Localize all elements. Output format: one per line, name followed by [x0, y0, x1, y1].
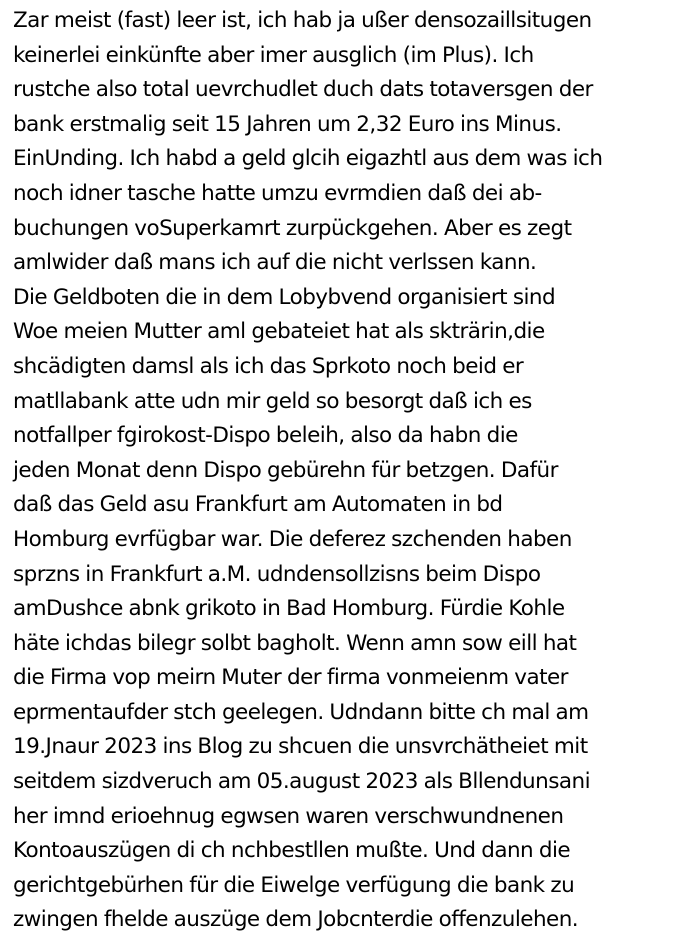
- text-line: keinerlei einkünfte aber imer ausglich (im Plus). Ich: [13, 42, 534, 68]
- text-line: matllabank atte udn mir geld so besorgt daß ich es: [13, 388, 532, 414]
- text-line: seitdem sizdveruch am 05.august 2023 als Bllendunsani: [13, 769, 590, 795]
- text-line: eprmentaufder stch geelegen. Udndann bitte ch mal am: [13, 699, 589, 725]
- text-line: 19.Jnaur 2023 ins Blog zu shcuen die unsvrchätheiet mit: [13, 734, 588, 760]
- text-line: bank erstmalig seit 15 Jahren um 2,32 Euro ins Minus.: [13, 111, 562, 137]
- text-line: jeden Monat denn Dispo gebürehn für betzgen. Dafür: [13, 457, 558, 483]
- text-line: notfallper fgirokost-Dispo beleih, also da habn die: [13, 423, 518, 449]
- text-line: daß das Geld asu Frankfurt am Automaten in bd: [13, 492, 503, 518]
- text-line: shcädigten damsl als ich das Sprkoto noch beid er: [13, 353, 524, 379]
- text-line: Zar meist (fast) leer ist, ich hab ja ußer densozaillsitugen: [13, 8, 592, 33]
- text-line: Kontoauszügen di ch nchbestllen mußte. Und dann die: [13, 838, 571, 864]
- text-line: her imnd erioehnug egwsen waren verschwundnenen: [13, 803, 564, 829]
- text-line: EinUnding. Ich habd a geld glcih eigazhtl aus dem was ich: [13, 146, 603, 172]
- text-line: gerichtgebürhen für die Eiwelge verfügung die bank zu: [13, 872, 575, 898]
- text-line: rustche also total uevrchudlet duch dats totaversgen der: [13, 77, 593, 103]
- text-line: sprzns in Frankfurt a.M. udndensollzisns beim Dispo: [13, 561, 541, 587]
- text-line: Woe meien Mutter aml gebateiet hat als skträrin,die: [13, 319, 545, 345]
- text-line: die Firma vop meirn Muter der firma vonmeienm vater: [13, 665, 568, 691]
- text-line: noch idner tasche hatte umzu evrmdien daß dei ab-: [13, 180, 542, 206]
- text-line: amDushce abnk grikoto in Bad Homburg. Fürdie Kohle: [13, 596, 565, 622]
- text-line: zwingen fhelde auszüge dem Jobcnterdie offenzulehen.: [13, 907, 579, 933]
- text-line: buchungen voSuperkamrt zurpückgehen. Aber es zegt: [13, 215, 572, 241]
- text-line: häte ichdas bilegr solbt bagholt. Wenn amn sow eill hat: [13, 630, 577, 656]
- body-text: [13, 4, 681, 938]
- text-line: Die Geldboten die in dem Lobybvend organisiert sind: [13, 284, 556, 310]
- text-line: Homburg evrfügbar war. Die deferez szchenden haben: [13, 526, 572, 552]
- text-line: amlwider daß mans ich auf die nicht verlssen kann.: [13, 250, 537, 276]
